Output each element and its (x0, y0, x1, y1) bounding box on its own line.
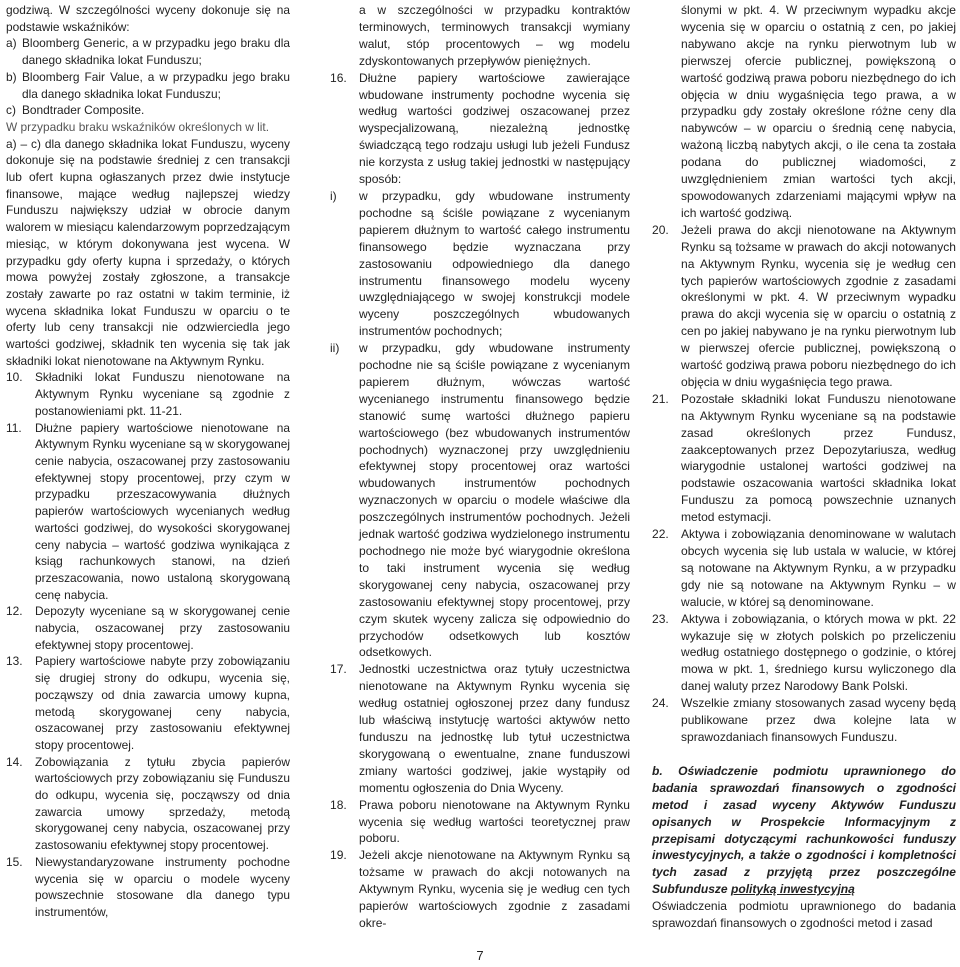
list-item (6, 35, 290, 68)
section-heading (652, 763, 956, 898)
note-rest: W przypadku gdy oferty kupna i sprzedaży, o których mowa powyżej zostały zgłoszone, a transakcje zostały zawarte po raz ostatni w takim terminie, iż wycena składnika lokat Funduszu w oparciu o te oferty lub ceny transakcji nie odzwierciedla jego wartości godziwej, składnik ten wycenia się tak jak składniki lokat nienotowane na Aktywnym Rynku. (6, 236, 290, 368)
item-text: Jednostki uczestnictwa oraz tytuły uczestnictwa nienotowane na Aktywnym Rynku wycenia się według ostatniej ogłoszonej przez dany fundusz lub właściwą instytucję wartości aktywów netto funduszu na jednostkę lub tytuł uczestnictwa skorygowaną o ewentualne, znane funduszowi zmiany wartości godziwej, jakie wystąpiły od momentu ogłoszenia do Dnia Wyceny. (359, 662, 630, 795)
item-number: 17. (330, 662, 347, 677)
paragraph-continued: a w szczególności w przypadku kontraktów terminowych, terminowych transakcji wymiany walut, stóp procentowych – wg modelu zdyskontowanych przepływów pieniężnych. (359, 3, 630, 68)
item-text: Papiery wartościowe nabyte przy zobowiązaniu się drugiej strony do odkupu, wycenia się, począwszy od dnia zawarcia umowy kupna, metodą skorygowanej ceny nabycia, oszacowanej przy zastosowaniu efektywnej stopy procentowej. (35, 654, 290, 752)
section-letter: b. (652, 763, 663, 778)
numbered-item-18 (330, 797, 630, 848)
item-text: Wszelkie zmiany stosowanych zasad wyceny będą publikowane przez dwa kolejne lata w sprawozdaniach finansowych Funduszu. (681, 696, 956, 744)
item-text: Niewystandaryzowane instrumenty pochodne wycenia się w oparciu o modele wyceny powszechnie stosowane dla danego typu instrumentów, (35, 854, 290, 919)
numbered-item-22 (652, 526, 956, 611)
column-right (652, 2, 956, 932)
item-text: Dłużne papiery wartościowe zawierające wbudowane instrumenty pochodne wycenia się według wartości godziwej oszacowanej przez wyspecjalizowaną, niezależną jednostkę świadczącą tego rodzaju usługi lub jeżeli Fundusz nie korzysta z usług takiej jednostki w następujący sposób: (359, 70, 630, 187)
item-text: Pozostałe składniki lokat Funduszu nienotowane na Aktywnym Rynku wyceniane są na podstawie zasad określonych przez Fundusz, zaakceptowanych przez Depozytariusza, według wiarygodnie ustalonej wartości godziwej na podstawie oszacowania wartości składnika lokat Funduszu za pomocą powszechnie uznanych metod estymacji. (681, 391, 956, 525)
item-number: 10. (6, 370, 23, 385)
list-letter: b) (6, 69, 17, 84)
item-text: Zobowiązania z tytułu zbycia papierów wartościowych przy zobowiązaniu się Funduszu do odkupu, wycenia się, począwszy od dnia zawarcia umowy sprzedaży, metodą skorygowanej ceny nabycia, oszacowanej przy zastosowaniu efektywnej stopy procentowej. (35, 754, 290, 853)
section-body: Oświadczenia podmiotu uprawnionego do badania sprawozdań finansowych o zgodności metod i zasad (652, 899, 956, 931)
numbered-item-14 (6, 754, 290, 854)
item-number: 11. (6, 420, 22, 435)
list-text: Bloomberg Fair Value, a w przypadku jego braku dla danego składnika lokat Funduszu; (22, 69, 290, 101)
item-text: Depozyty wyceniane są w skorygowanej cenie nabycia, oszacowanej przy zastosowaniu efektywnej stopy procentowej. (35, 604, 290, 652)
list-letter: i) (330, 188, 337, 203)
item-text: Prawa poboru nienotowane na Aktywnym Rynku wycenia się według wartości teoretycznej praw poboru. (359, 797, 630, 846)
item-number: 13. (6, 654, 23, 669)
paragraph-intro: godziwą. W szczególności wyceny dokonuje się na podstawie wskaźników: (6, 3, 290, 34)
item-number: 20. (652, 222, 669, 237)
list-text: Bloomberg Generic, a w przypadku jego braku dla danego składnika lokat Funduszu; (22, 36, 290, 68)
item-text: Dłużne papiery wartościowe nienotowane na Aktywnym Rynku wyceniane są w skorygowanej cenie nabycia, oszacowanej przy zastosowaniu efektywnej stopy procentowej, przy czym w przypadku przeszacowywania dłużnych papierów wartościowych wycenianych według wartości godziwej, do wysokości skorygowanej ceny nabycia – wartość godziwa wynikająca z ksiąg rachunkowych stanowi, na dzień przeszacowania, nowo ustaloną skorygowaną cenę nabycia. (35, 420, 290, 602)
item-text: Jeżeli akcje nienotowane na Aktywnym Rynku są tożsame w prawach do akcji notowanych na Aktywnym Rynku, wycenia się je według cen tych papierów wartościowych zgodnie z zasadami okre- (359, 848, 630, 930)
note-body: a) – c) dla danego składnika lokat Funduszu, wyceny dokonuje się na podstawie średniej z cen transakcji lub ofert kupna ogłaszanych przez dwie instytucje finansowe, mające według najlepszej wiedzy Funduszu największy udział w obrocie danym walorem w miesiącu kalendarzowym poprzedzającym miesiąc, w którym dokonywana jest wycena. (6, 136, 290, 251)
numbered-item-24 (652, 695, 956, 746)
list-item (6, 102, 290, 119)
list-text: w przypadku, gdy wbudowane instrumenty pochodne są ściśle powiązane z wycenianym papierem dłużnym to wartość całego instrumentu finansowego będzie wyznaczana przy zastosowaniu odpowiedniego dla danego instrumentu finansowego modelu wyceny uwzględniającego w swojej konstrukcji modele wyceny poszczególnych wbudowanych instrumentów pochodnych; (359, 188, 630, 339)
numbered-item-12 (6, 603, 290, 653)
list-letter: c) (6, 103, 16, 118)
item-number: 24. (652, 696, 669, 711)
spacer (652, 746, 956, 763)
item-number: 14. (6, 754, 23, 769)
numbered-item-13 (6, 653, 290, 753)
list-letter: ii) (330, 341, 340, 356)
item-text: Składniki lokat Funduszu nienotowane na Aktywnym Rynku wyceniane są zgodnie z postanowieniami pkt. 11-21. (35, 370, 290, 418)
numbered-item-11 (6, 420, 290, 604)
item-number: 12. (6, 604, 23, 619)
column-middle (330, 2, 630, 932)
numbered-item-15 (6, 854, 290, 921)
section-heading-text: Oświadczenie podmiotu uprawnionego do badania sprawozdań finansowych o zgodności metod i zasad wyceny Aktywów Funduszu opisanych w Prospekcie Informacyjnym z przepisami dotyczącymi rachunkowości funduszy inwestycyjnych, a także o zgodności i kompletności tych zasad z przyjętą przez poszczególne Subfundusze (652, 763, 956, 897)
list-item (330, 340, 630, 661)
numbered-item-10 (6, 369, 290, 419)
list-text: Bondtrader Composite. (22, 103, 145, 118)
item-number: 21. (652, 391, 669, 406)
item-text: Aktywa i zobowiązania, o których mowa w pkt. 22 wykazuje się w złotych polskich po przeliczeniu według ostatniego dostępnego o godzinie, o której mowa w pkt. 1, średniego kursu wyliczonego dla danej waluty przez Narodowy Bank Polski. (681, 611, 956, 694)
page-number: 7 (476, 948, 484, 963)
numbered-item-17 (330, 661, 630, 796)
section-heading-underlined: polityką inwestycyjną (730, 882, 855, 897)
paragraph-continued: ślonymi w pkt. 4. W przeciwnym wypadku akcje wycenia się w oparciu o ostatnią z cen, po jakiej nabywano akcje na rynku pierwotnym lub w pierwszej ofercie publicznej, powiększoną o wartość godziwą prawa poboru niezbędnego do ich objęcia w dniu wygaśnięcia tego prawa, a w przypadku gdy zostały określone różne ceny dla nabywców – w oparciu o średnią cenę nabycia, ważoną liczbą nabytych akcji, o ile cena ta została podana do publicznej wiadomości, z uwzględnieniem zmian wartości tych akcji, spowodowanych zdarzeniami mającymi wpływ na ich wartość godziwą. (681, 3, 956, 220)
item-number: 15. (6, 854, 23, 869)
note-paragraph (6, 136, 290, 370)
item-number: 23. (652, 611, 669, 626)
item-number: 18. (330, 797, 347, 812)
numbered-item-20 (652, 222, 956, 391)
item-text: Jeżeli prawa do akcji nienotowane na Aktywnym Rynku są tożsame w prawach do akcji notowanych na Aktywnym Rynku, wycenia się je według cen tych papierów wartościowych zgodnie z zasadami określonymi w pkt. 4. W przeciwnym wypadku prawa do akcji wycenia się w oparciu o ostatnią z cen po jakiej nabywano je na rynku pierwotnym lub w pierwszej ofercie publicznej, powiększoną o wartość godziwą prawa poboru niezbędnego do ich objęcia w dniu wygaśnięcia tego prawa. (681, 222, 956, 389)
item-number: 22. (652, 527, 669, 542)
item-text: Aktywa i zobowiązania denominowane w walutach obcych wycenia się lub ustala w walucie, w której są notowane na Aktywnym Rynku, a w przypadku gdy nie są notowane na Aktywnym Rynku – w walucie, w której są denominowane. (681, 527, 956, 609)
list-text: w przypadku, gdy wbudowane instrumenty pochodne nie są ściśle powiązane z wycenianym papierem dłużnym, wówczas wartość wycenianego instrumentu finansowego będzie stanowić sumę wartości dłużnego papieru wartościowego (bez wbudowanych instrumentów pochodnych) wyznaczonej przy uwzględnieniu efektywnej stopy procentowej oraz wartości wbudowanych instrumentów pochodnych wyznaczonych w oparciu o modele właściwe dla poszczególnych instrumentów pochodnych. Jeżeli jednak wartość godziwa wydzielonego instrumentu pochodnego nie może być wiarygodnie określona to taki instrument wycenia się według skorygowanej ceny nabycia, oszacowanej przy zastosowaniu efektywnej stopy procentowej, przy czym skutek wyceny zalicza się odpowiednio do przychodów odsetkowych lub kosztów odsetkowych. (359, 341, 630, 660)
numbered-item-16 (330, 70, 630, 662)
numbered-item-23 (652, 611, 956, 696)
numbered-item-21 (652, 391, 956, 526)
item-number: 19. (330, 848, 347, 863)
note-intro: W przypadku braku wskaźników określonych w lit. (6, 119, 270, 134)
list-item (330, 188, 630, 340)
numbered-item-19 (330, 847, 630, 932)
column-left (6, 2, 290, 921)
item-number: 16. (330, 70, 347, 85)
list-letter: a) (6, 36, 17, 51)
list-item (6, 69, 290, 102)
